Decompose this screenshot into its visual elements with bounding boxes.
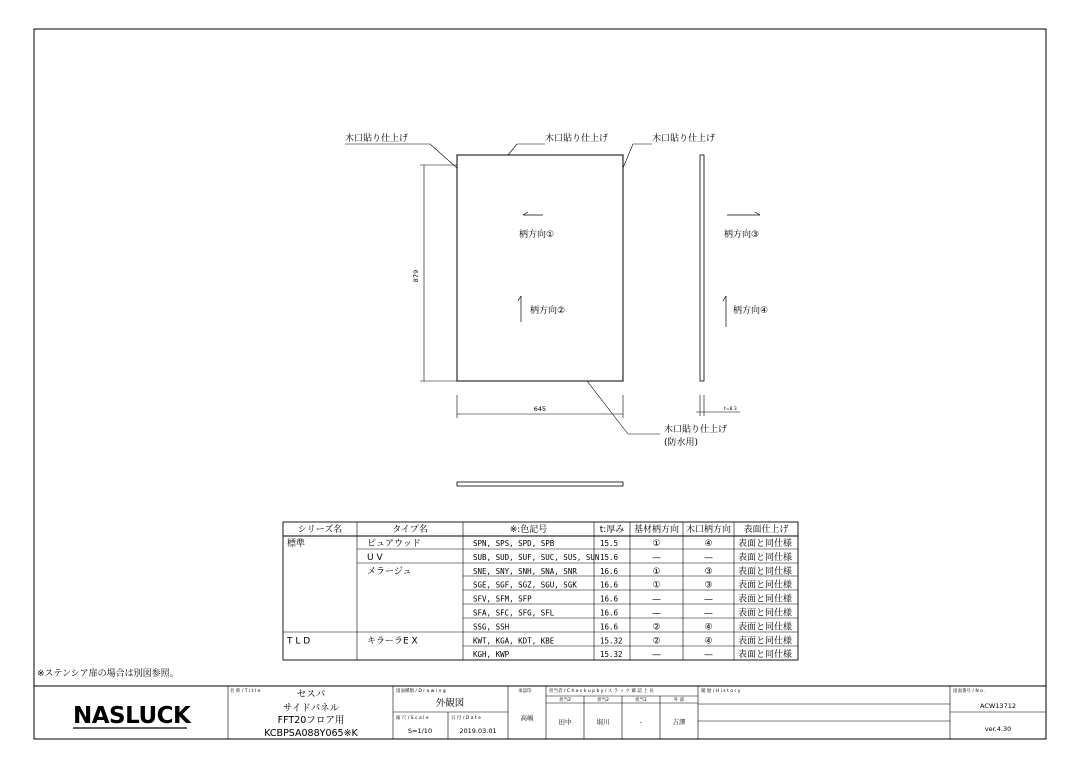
grain-arrow-1 bbox=[523, 212, 543, 215]
edge-leader-bottom bbox=[587, 381, 628, 434]
table-header: t:厚み bbox=[599, 525, 625, 535]
edge-leader-top-center-diag bbox=[508, 144, 517, 155]
table-cell: T L D bbox=[287, 636, 311, 647]
table-cell: ① bbox=[652, 580, 661, 591]
table-cell: 表面と同仕様 bbox=[738, 566, 793, 577]
check-sub-3: 担当1 bbox=[635, 698, 647, 703]
check-sub-1: 担当2 bbox=[559, 698, 571, 703]
table-header: タイプ名 bbox=[392, 525, 428, 535]
table-cell: KWT, KGA, KDT, KBE bbox=[473, 636, 555, 646]
check-sub-2: 担当2 bbox=[597, 698, 609, 703]
table-cell: 16.6 bbox=[600, 608, 619, 618]
check-caption: 担当者 / C h e c k u p b y / ス ラ ッ ク 確 認 上 長 bbox=[549, 689, 654, 694]
spec-table-text bbox=[286, 523, 792, 660]
check-sub-4: 外 部 bbox=[673, 698, 685, 703]
drawing-type: 外観図 bbox=[435, 698, 465, 709]
table-cell: 表面と同仕様 bbox=[738, 539, 793, 549]
table-cell: ③ bbox=[704, 580, 713, 591]
grain-arrow-3 bbox=[727, 212, 760, 215]
table-cell: ② bbox=[652, 622, 661, 633]
check-name-1: 田中 bbox=[558, 718, 572, 726]
table-cell: 16.6 bbox=[600, 566, 619, 576]
table-cell: SUB, SUD, SUF, SUC, SUS, SUN bbox=[473, 552, 600, 562]
grain-label-1: 柄方向① bbox=[519, 230, 555, 240]
table-cell: SPN, SPS, SPD, SPB bbox=[473, 539, 555, 548]
title-caption: 名 称 / T i t l e bbox=[230, 689, 261, 694]
table-header: ※:色記号 bbox=[509, 525, 548, 535]
edge-leader-top-left-diag bbox=[430, 144, 457, 168]
scale-caption: 縮 尺 / S c a l e bbox=[396, 716, 429, 721]
grain-arrow-2 bbox=[518, 296, 521, 322]
table-cell: — bbox=[704, 608, 713, 619]
thickness-dimension bbox=[696, 395, 740, 416]
drawing-number: ACW13712 bbox=[980, 702, 1016, 710]
table-cell: 15.32 bbox=[600, 650, 623, 660]
product-code: KCBPSA088Y065※K bbox=[264, 728, 358, 739]
grain-label-3: 柄方向③ bbox=[724, 230, 760, 240]
table-cell: SFV, SFM, SFP bbox=[473, 594, 532, 604]
drawing-type-caption: 図面種類 / D r a w i n g bbox=[396, 689, 446, 694]
height-dimension bbox=[420, 165, 457, 381]
table-cell: — bbox=[704, 650, 713, 661]
check-name-3: - bbox=[639, 718, 643, 726]
panel-bottom-view bbox=[457, 482, 623, 486]
date-value: 2019.03.01 bbox=[459, 727, 497, 735]
table-cell: — bbox=[652, 608, 661, 619]
check-name-2: 堀川 bbox=[596, 718, 610, 726]
number-caption: 図面番号 / N o . bbox=[953, 689, 986, 694]
table-cell: 表面と同仕様 bbox=[738, 608, 793, 619]
check-name-4: 吉澤 bbox=[672, 718, 686, 726]
table-cell: ② bbox=[652, 636, 661, 647]
table-cell: ① bbox=[652, 566, 661, 577]
panel-face bbox=[457, 155, 623, 381]
table-cell: SNE, SNY, SNH, SNA, SNR bbox=[473, 566, 577, 576]
table-cell: 表面と同仕様 bbox=[738, 594, 793, 605]
table-cell: 表面と同仕様 bbox=[738, 580, 793, 591]
edge-label-top-center: 木口貼り仕上げ bbox=[545, 134, 609, 144]
table-cell: キラーラE X bbox=[367, 636, 418, 647]
table-cell: 15.6 bbox=[600, 552, 619, 562]
product-use: FFT20フロア用 bbox=[277, 715, 345, 726]
edge-label-top-left: 木口貼り仕上げ bbox=[345, 134, 409, 144]
height-dim-label: 879 bbox=[412, 269, 420, 283]
company-logo: NASLUCK bbox=[73, 703, 191, 729]
thickness-dim-label: t=8.3 bbox=[724, 407, 737, 412]
table-cell: 表面と同仕様 bbox=[738, 636, 793, 647]
table-cell: SFA, SFC, SFG, SFL bbox=[473, 608, 555, 618]
table-cell: — bbox=[652, 552, 661, 563]
table-cell: — bbox=[652, 594, 661, 605]
table-cell: ④ bbox=[704, 622, 713, 633]
table-header: 表面仕上げ bbox=[743, 525, 789, 535]
width-dim-label: 645 bbox=[533, 405, 547, 413]
table-cell: — bbox=[652, 650, 661, 661]
table-cell: U V bbox=[367, 552, 383, 563]
table-cell: 16.6 bbox=[600, 622, 619, 632]
grain-label-2: 柄方向② bbox=[530, 306, 566, 316]
table-cell: ③ bbox=[704, 566, 713, 577]
table-cell: 標準 bbox=[287, 539, 306, 549]
table-cell: ④ bbox=[704, 539, 713, 549]
grain-label-4: 柄方向④ bbox=[733, 306, 769, 316]
approved-name: 高嶋 bbox=[520, 714, 534, 722]
table-cell: ① bbox=[652, 539, 661, 549]
sheet-border bbox=[34, 29, 1046, 739]
table-cell: 16.6 bbox=[600, 594, 619, 604]
drawing-version: ver.4.30 bbox=[984, 725, 1012, 733]
table-cell: 15.32 bbox=[600, 636, 623, 646]
edge-label-top-right: 木口貼り仕上げ bbox=[652, 134, 716, 144]
table-cell: — bbox=[704, 552, 713, 563]
grain-arrow-4 bbox=[723, 296, 726, 327]
product-series: セスパ bbox=[296, 689, 326, 700]
table-cell: 15.5 bbox=[600, 539, 619, 548]
table-cell: — bbox=[704, 594, 713, 605]
approved-caption: 承認印 bbox=[518, 689, 532, 694]
table-cell: ④ bbox=[704, 636, 713, 647]
product-name: サイドパネル bbox=[282, 703, 340, 714]
edge-leader-top-right-diag bbox=[623, 144, 633, 168]
table-cell: 表面と同仕様 bbox=[738, 552, 793, 563]
table-cell: メラージュ bbox=[367, 566, 412, 577]
table-cell: KGH, KWP bbox=[473, 650, 510, 660]
panel-side-view bbox=[700, 155, 704, 381]
table-header: 木口柄方向 bbox=[685, 525, 732, 535]
stencia-note: ※ステンシア扉の場合は別図参照。 bbox=[37, 669, 179, 679]
scale-value: S=1/10 bbox=[407, 727, 433, 735]
table-cell: 表面と同仕様 bbox=[738, 650, 793, 661]
panel-front-view bbox=[457, 155, 623, 381]
edge-label-bottom-1: 木口貼り仕上げ bbox=[664, 425, 728, 435]
table-cell: SGE, SGF, SGZ, SGU, SGK bbox=[473, 580, 577, 590]
table-cell: 16.6 bbox=[600, 580, 619, 590]
table-cell: SSG, SSH bbox=[473, 622, 510, 632]
history-caption: 履 歴 / H i s t o r y bbox=[701, 689, 741, 694]
table-header: シリーズ名 bbox=[297, 525, 343, 535]
table-header: 基材柄方向 bbox=[633, 525, 680, 535]
table-cell: ピュアウッド bbox=[367, 539, 421, 549]
table-cell: 表面と同仕様 bbox=[738, 622, 793, 633]
date-caption: 日 付 / D a t e bbox=[451, 716, 481, 721]
edge-label-bottom-2: (防水用) bbox=[664, 438, 699, 448]
